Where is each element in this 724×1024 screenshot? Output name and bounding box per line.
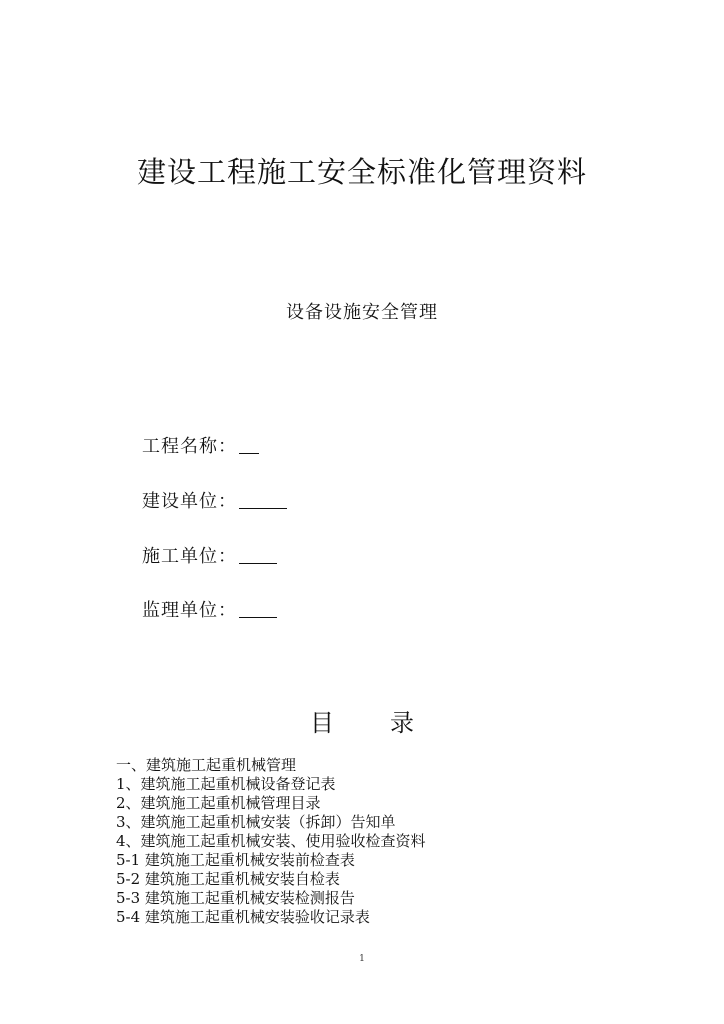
- field-blank-line: [239, 452, 259, 454]
- field-blank-line: [239, 562, 277, 564]
- toc-item: 1、建筑施工起重机械设备登记表: [116, 775, 336, 793]
- document-title: 建设工程施工安全标准化管理资料: [136, 155, 587, 189]
- toc-heading-right: 录: [390, 709, 414, 737]
- toc-list: [116, 756, 426, 927]
- toc-item: 3、建筑施工起重机械安装（拆卸）告知单: [116, 813, 396, 831]
- page-number: 1: [359, 954, 365, 964]
- field-blank-line: [239, 507, 287, 509]
- toc-item: 5-2 建筑施工起重机械安装自检表: [116, 870, 340, 888]
- toc-heading-left: 目: [310, 709, 334, 737]
- toc-item: 5-3 建筑施工起重机械安装检测报告: [116, 889, 355, 907]
- field-label: 工程名称：: [142, 436, 237, 457]
- toc-heading: [0, 703, 724, 738]
- toc-item: 5-4 建筑施工起重机械安装验收记录表: [116, 908, 370, 926]
- toc-item: 4、建筑施工起重机械安装、使用验收检查资料: [116, 832, 426, 850]
- field-construction-owner: [142, 487, 287, 513]
- toc-item: 一、建筑施工起重机械管理: [116, 756, 297, 774]
- toc-item: 2、建筑施工起重机械管理目录: [116, 794, 321, 812]
- field-label: 施工单位：: [142, 546, 237, 567]
- field-blank-line: [239, 616, 277, 618]
- field-project-name: [142, 432, 259, 458]
- document-subtitle: 设备设施安全管理: [286, 302, 438, 323]
- field-label: 建设单位：: [142, 491, 237, 512]
- field-contractor: [142, 542, 277, 568]
- field-label: 监理单位：: [142, 600, 237, 621]
- toc-item: 5-1 建筑施工起重机械安装前检查表: [116, 851, 355, 869]
- field-supervisor: [142, 596, 277, 622]
